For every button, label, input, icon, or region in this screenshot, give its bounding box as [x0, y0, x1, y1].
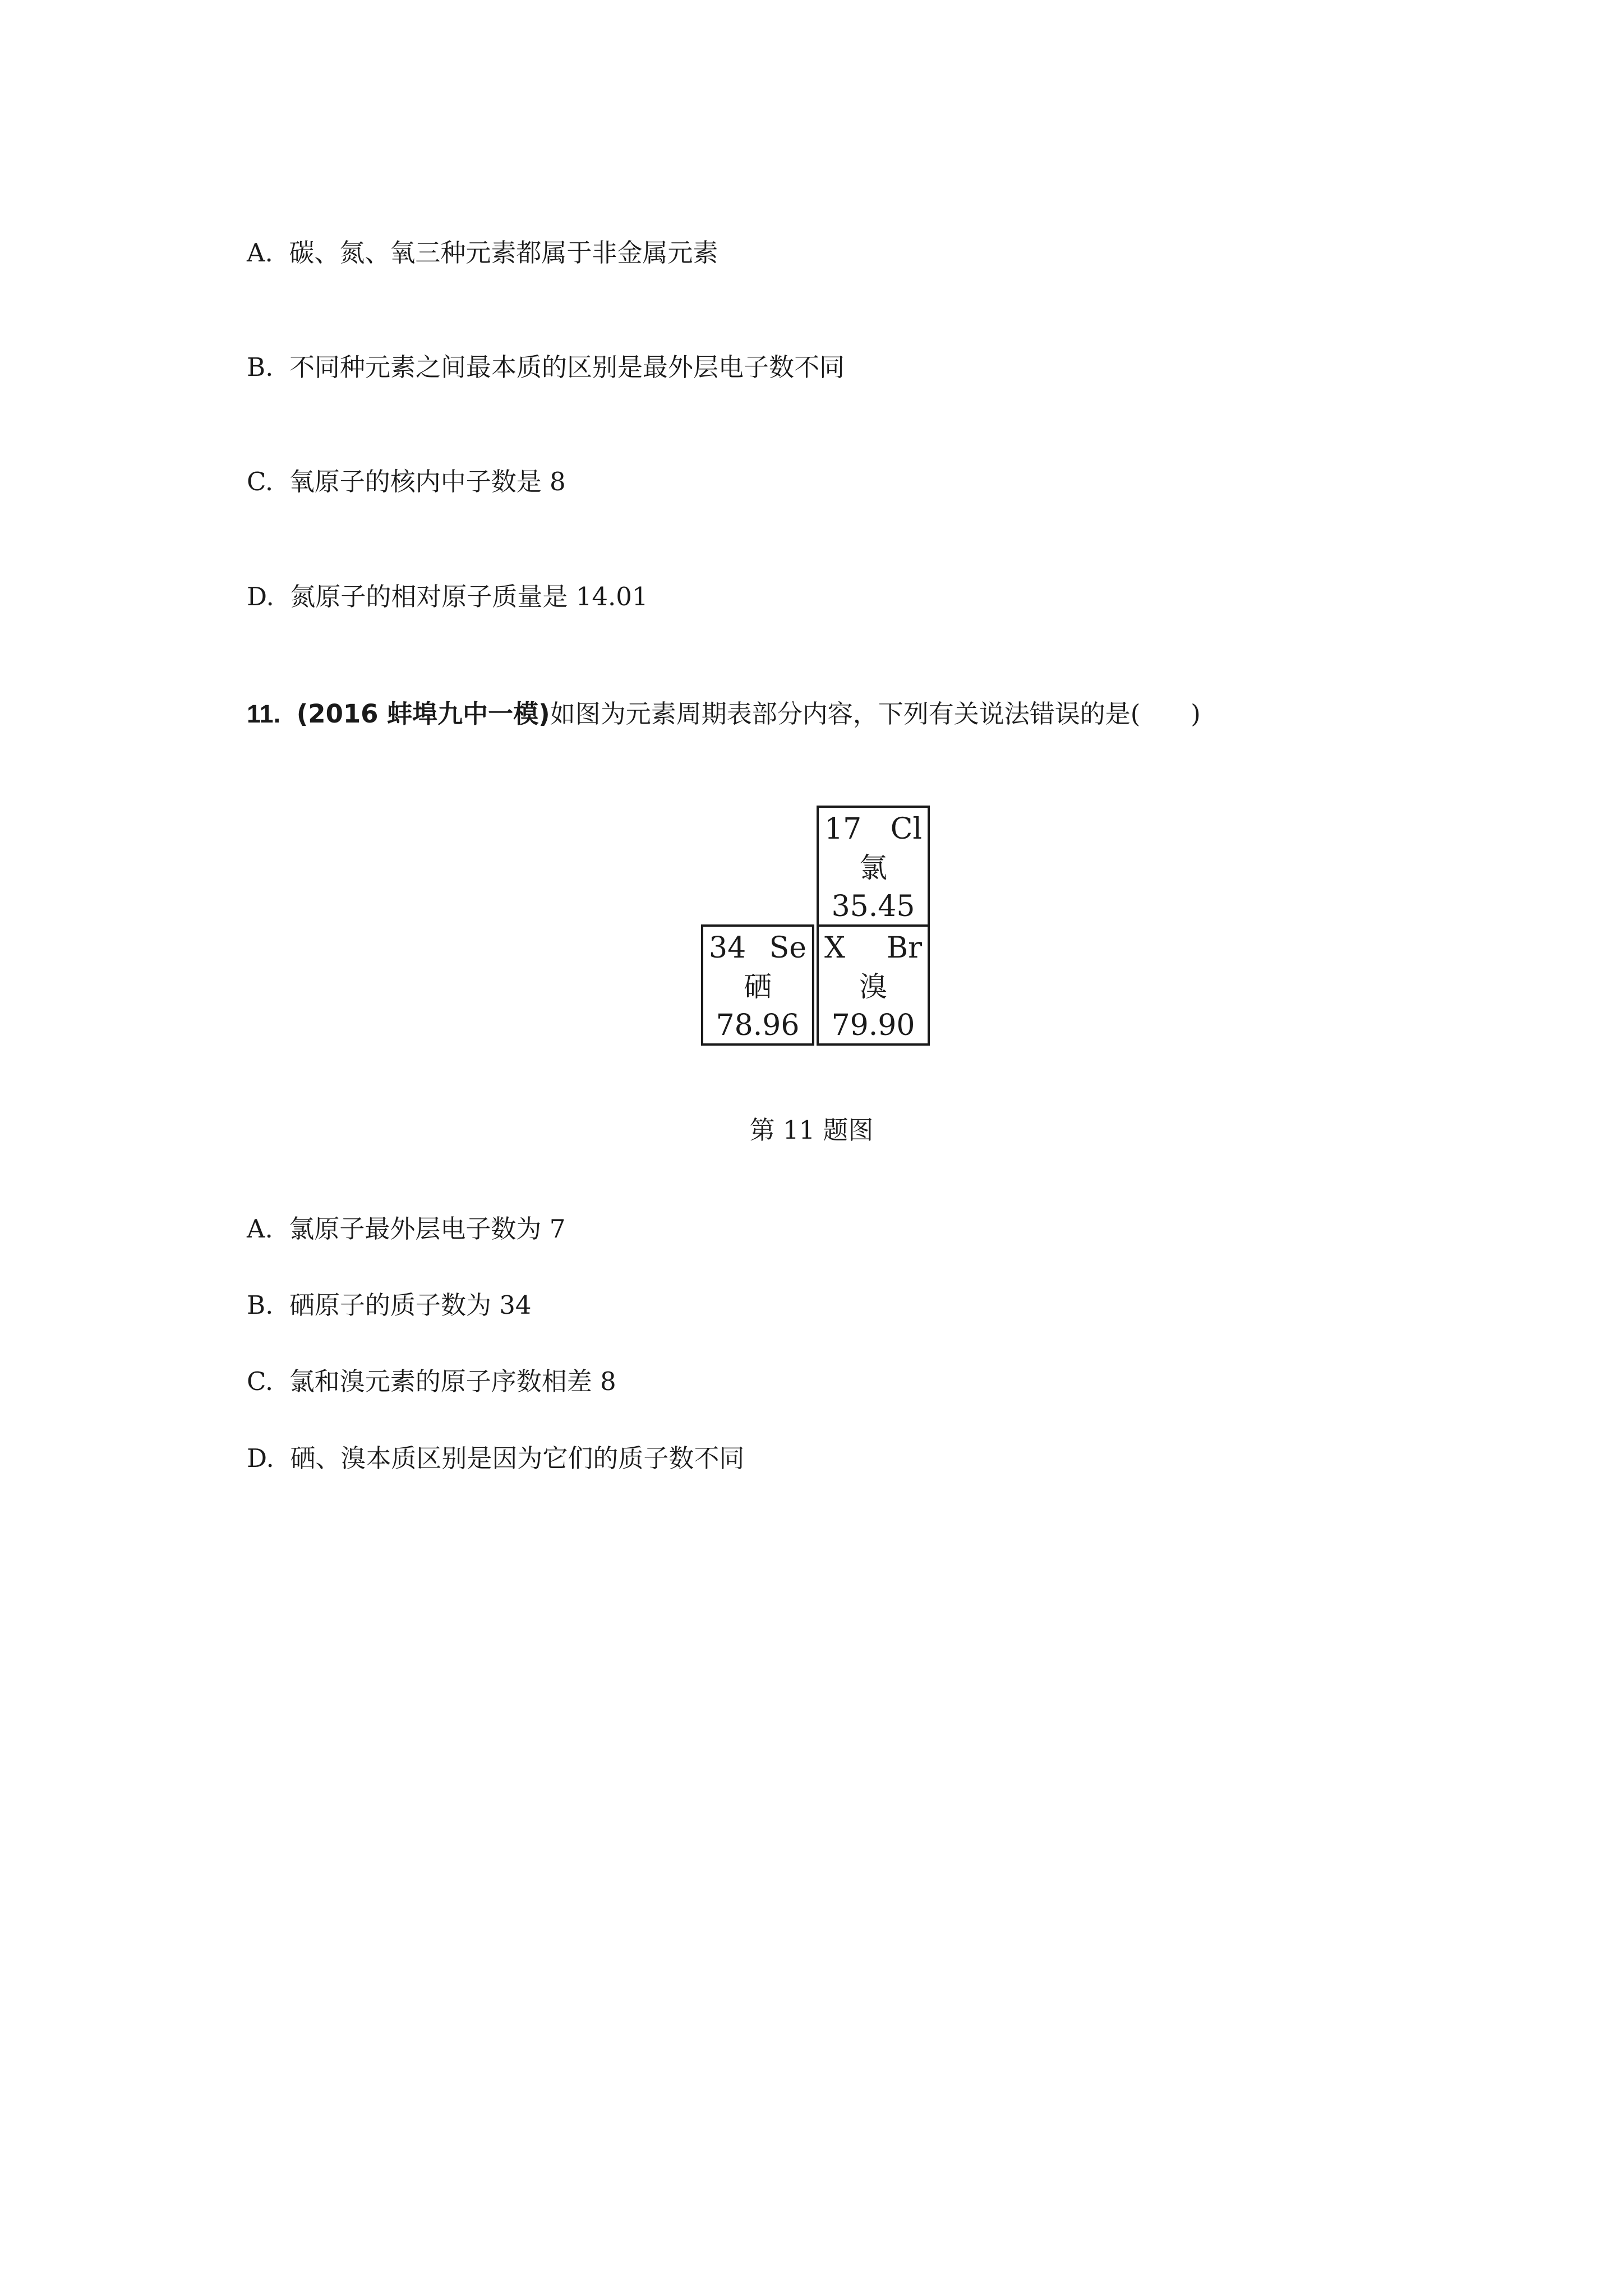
option-letter: D. — [247, 582, 274, 611]
element-cell-bromine — [817, 924, 930, 1046]
prev-option-c — [247, 469, 566, 494]
question-source: (2016 蚌埠九中一模) — [296, 699, 550, 729]
option-d — [247, 1443, 745, 1473]
prev-option-a — [247, 238, 718, 268]
figure-caption: 第 11 题图 — [749, 1115, 874, 1145]
element-name: 硒 — [744, 970, 772, 1003]
atomic-number: 17 — [824, 812, 862, 846]
atomic-mass: 79.90 — [831, 1009, 915, 1042]
option-text: 氧原子的核内中子数是 8 — [289, 467, 566, 496]
option-letter: B. — [247, 352, 274, 382]
option-text: 碳、氮、氧三种元素都属于非金属元素 — [289, 238, 718, 268]
periodic-table-fragment — [701, 806, 934, 1052]
question-number: 11. — [247, 700, 281, 728]
option-b — [247, 1292, 532, 1318]
option-text: 硒、溴本质区别是因为它们的质子数不同 — [290, 1443, 745, 1473]
option-text: 氯和溴元素的原子序数相差 8 — [289, 1366, 616, 1396]
option-a — [247, 1214, 566, 1244]
option-letter: C. — [247, 1366, 274, 1396]
option-c — [247, 1366, 616, 1396]
element-symbol: Br — [886, 931, 922, 965]
atomic-mass: 78.96 — [716, 1009, 800, 1042]
element-name: 溴 — [859, 970, 887, 1003]
option-text: 硒原子的质子数为 34 — [289, 1290, 532, 1320]
option-text: 氮原子的相对原子质量是 14.01 — [290, 582, 648, 611]
option-letter: D. — [247, 1443, 274, 1473]
element-cell-chlorine — [817, 806, 930, 927]
atomic-number: X — [824, 931, 846, 965]
question-11 — [247, 699, 1201, 729]
atomic-mass: 35.45 — [831, 890, 915, 923]
element-symbol: Se — [769, 931, 806, 965]
atomic-number: 34 — [709, 931, 746, 965]
prev-option-d — [247, 584, 648, 609]
option-letter: A. — [247, 1214, 273, 1244]
element-cell-selenium — [701, 924, 814, 1046]
option-letter: B. — [247, 1290, 274, 1320]
option-text: 氯原子最外层电子数为 7 — [289, 1214, 566, 1244]
option-text: 不同种元素之间最本质的区别是最外层电子数不同 — [289, 352, 845, 382]
option-letter: A. — [247, 238, 273, 268]
question-text: 如图为元素周期表部分内容，下列有关说法错误的是( ) — [550, 699, 1201, 729]
prev-option-b — [247, 352, 845, 382]
element-symbol: Cl — [890, 812, 922, 846]
option-letter: C. — [247, 467, 274, 496]
element-name: 氯 — [859, 852, 887, 884]
